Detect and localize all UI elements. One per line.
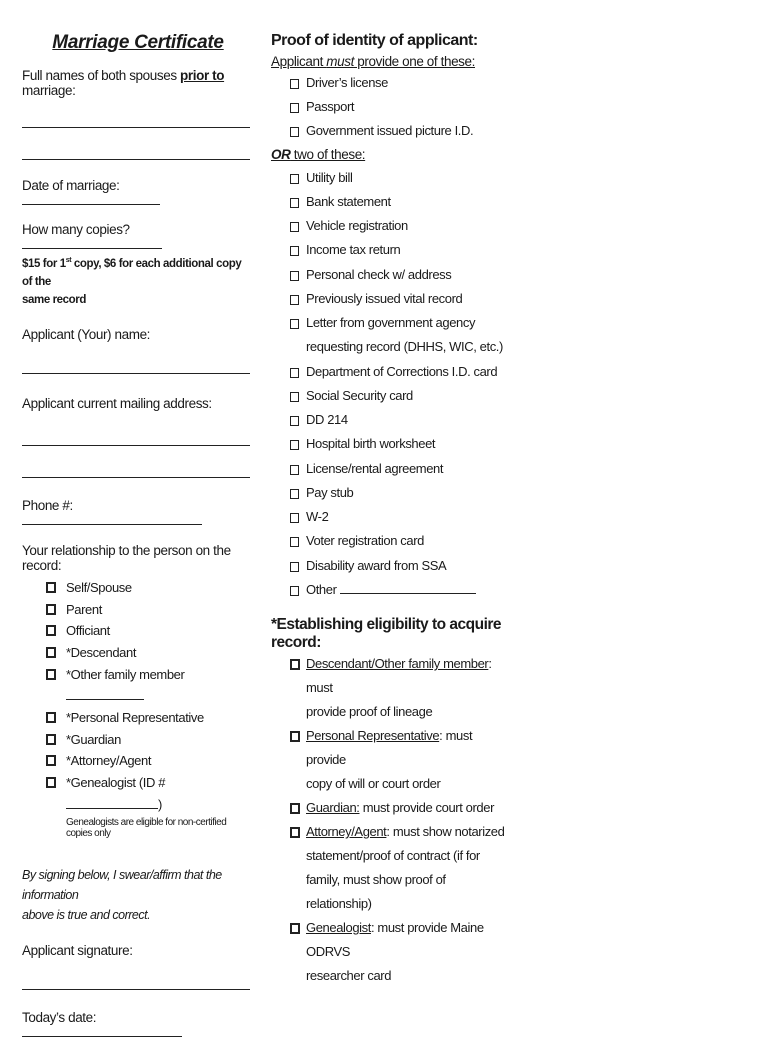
checkbox-icon[interactable] [290,295,299,305]
eligibility-guardian: Guardian: must provide court order [290,796,511,820]
checkbox-icon[interactable] [290,586,299,596]
mailing-address-label: Applicant current mailing address: [22,395,212,411]
checkbox-icon[interactable] [290,465,299,475]
checkbox-icon [290,659,300,670]
id-government-picture[interactable]: Government issued picture I.D. [290,119,511,143]
checkbox-icon[interactable] [290,79,299,89]
sworn-statement: By signing below, I swear/affirm that the information above is true and correct. [22,867,222,922]
id-drivers-license[interactable]: Driver’s license [290,71,511,95]
checkbox-icon[interactable] [46,647,56,658]
id-dd214[interactable]: DD 214 [290,408,511,432]
checkbox-icon[interactable] [290,174,299,184]
id-passport[interactable]: Passport [290,95,511,119]
checkbox-icon[interactable] [290,271,299,281]
checkbox-icon[interactable] [290,562,299,572]
phone-field: Phone #: [22,498,254,528]
checkbox-icon[interactable] [290,222,299,232]
other-id-line[interactable] [340,583,476,594]
checkbox-icon [290,827,300,838]
relationship-other-family[interactable]: *Other family member [46,664,254,707]
id-personal-check[interactable]: Personal check w/ address [290,263,511,287]
other-family-line[interactable] [66,689,144,700]
relationship-self-spouse[interactable]: Self/Spouse [46,577,254,599]
checkbox-icon[interactable] [46,625,56,636]
form-title: Marriage Certificate [52,32,224,53]
checkbox-icon [290,803,300,814]
relationship-officiant[interactable]: Officiant [46,620,254,642]
checkbox-icon[interactable] [290,416,299,426]
id-pay-stub[interactable]: Pay stub [290,481,511,505]
checkbox-icon[interactable] [290,489,299,499]
checkbox-icon[interactable] [46,712,56,723]
eligibility-list [290,652,511,988]
id-government-letter[interactable]: Letter from government agency requesting record (DHHS, WIC, etc.) [290,311,511,360]
mailing-address-line-1[interactable] [22,444,250,446]
genealogist-id-line[interactable] [66,798,158,809]
checkbox-icon[interactable] [46,669,56,680]
checkbox-icon[interactable] [290,513,299,523]
checkbox-icon[interactable] [290,198,299,208]
id-voter-registration[interactable]: Voter registration card [290,529,511,553]
phone-line[interactable] [22,514,202,525]
checkbox-icon[interactable] [46,755,56,766]
spouse-names-label: Full names of both spouses prior to marriage: [22,68,225,98]
application-form [22,30,254,1040]
id-utility-bill[interactable]: Utility bill [290,166,511,190]
checkbox-icon[interactable] [290,368,299,378]
id-other[interactable]: Other [290,578,511,602]
mailing-address-line-2[interactable] [22,476,250,478]
id-disability-award[interactable]: Disability award from SSA [290,554,511,578]
marriage-date-line[interactable] [22,194,160,205]
todays-date-field: Today’s date: [22,1010,254,1040]
checkbox-icon [290,923,300,934]
relationship-guardian[interactable]: *Guardian [46,729,254,751]
relationship-parent[interactable]: Parent [46,599,254,621]
relationship-descendant[interactable]: *Descendant [46,642,254,664]
checkbox-icon[interactable] [46,734,56,745]
identity-heading: Proof of identity of applicant: [271,32,478,49]
eligibility-attorney: Attorney/Agent: must show notarized statement/proof of contract (if for family, must show proof of relationship) [290,820,511,916]
todays-date-line[interactable] [22,1026,182,1037]
or-two-label: OR two of these: [271,146,366,162]
proof-of-identity-section [271,30,511,988]
fee-note: $15 for 1st copy, $6 for each additional copy of the same record [22,257,242,306]
must-provide-label: Applicant must provide one of these: [271,54,475,69]
eligibility-personal-rep: Personal Representative: must provide copy of will or court order [290,724,511,796]
id-w2[interactable]: W-2 [290,505,511,529]
relationship-attorney[interactable]: *Attorney/Agent [46,750,254,772]
id-license-rental[interactable]: License/rental agreement [290,457,511,481]
relationship-personal-rep[interactable]: *Personal Representative [46,707,254,729]
primary-id-list [290,71,511,144]
id-social-security[interactable]: Social Security card [290,384,511,408]
relationship-list [46,577,254,816]
checkbox-icon[interactable] [290,127,299,137]
id-vital-record[interactable]: Previously issued vital record [290,287,511,311]
checkbox-icon[interactable] [290,319,299,329]
eligibility-genealogist: Genealogist: must provide Maine ODRVS researcher card [290,916,511,988]
id-bank-statement[interactable]: Bank statement [290,190,511,214]
spouse-name-line-1[interactable] [22,126,250,128]
applicant-name-line[interactable] [22,372,250,374]
secondary-id-list [290,166,511,603]
checkbox-icon[interactable] [46,604,56,615]
signature-label: Applicant signature: [22,942,133,958]
checkbox-icon[interactable] [290,246,299,256]
marriage-date-field: Date of marriage: [22,178,254,208]
checkbox-icon[interactable] [290,103,299,113]
genealogist-note: Genealogists are eligible for non-certified copies only [66,816,227,839]
checkbox-icon[interactable] [46,582,56,593]
checkbox-icon[interactable] [290,440,299,450]
checkbox-icon[interactable] [46,777,56,788]
signature-line[interactable] [22,988,250,990]
copies-line[interactable] [22,238,162,249]
relationship-label: Your relationship to the person on the record: [22,542,231,573]
copies-field: How many copies? [22,222,254,252]
id-corrections-card[interactable]: Department of Corrections I.D. card [290,360,511,384]
eligibility-descendant: Descendant/Other family member: must provide proof of lineage [290,652,511,724]
id-income-tax-return[interactable]: Income tax return [290,238,511,262]
id-hospital-worksheet[interactable]: Hospital birth worksheet [290,432,511,456]
checkbox-icon[interactable] [290,537,299,547]
checkbox-icon [290,731,300,742]
checkbox-icon[interactable] [290,392,299,402]
relationship-genealogist[interactable]: *Genealogist (ID # ) [46,772,254,815]
spouse-name-line-2[interactable] [22,158,250,160]
eligibility-heading: *Establishing eligibility to acquire record: [271,616,502,652]
id-vehicle-registration[interactable]: Vehicle registration [290,214,511,238]
applicant-name-label: Applicant (Your) name: [22,326,151,342]
